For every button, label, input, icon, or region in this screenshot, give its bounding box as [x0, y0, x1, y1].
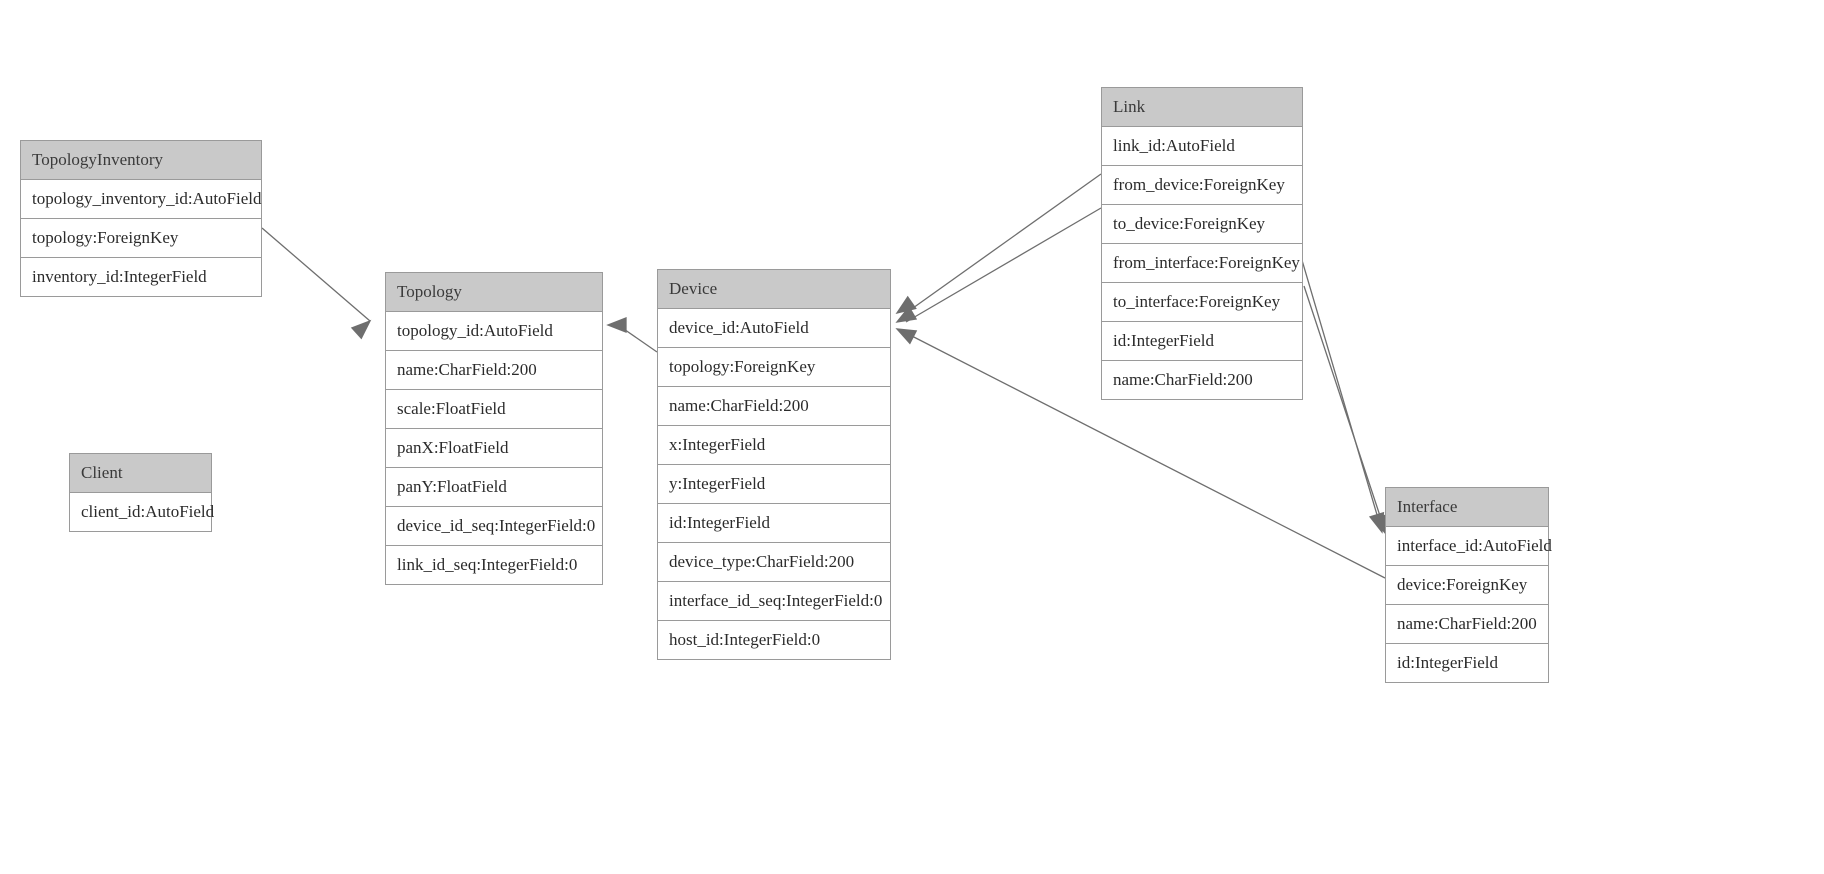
entity-client[interactable] — [69, 453, 215, 532]
edge-arrowhead — [894, 323, 916, 344]
entity-field: name:CharField:200 — [1386, 605, 1548, 644]
edge-arrowhead — [608, 318, 626, 332]
entity-field: interface_id:AutoField — [1386, 527, 1548, 566]
entity-topologyinventory[interactable] — [20, 140, 262, 297]
edge-device-to-topology — [618, 325, 657, 352]
entity-title: Client — [70, 454, 211, 493]
entity-field: id:IntegerField — [1102, 322, 1302, 361]
edge-link-to-interface — [1299, 250, 1380, 525]
entity-field: host_id:IntegerField:0 — [669, 630, 821, 649]
entity-field: panY:FloatField — [386, 468, 602, 507]
entity-field: scale:FloatField — [386, 390, 602, 429]
edge-arrowhead — [893, 297, 916, 319]
entity-title: Device — [658, 270, 890, 309]
entity-title: Link — [1102, 88, 1302, 127]
entity-field: interface_id_seq:IntegerField:0 — [658, 582, 890, 621]
entity-field: panX:FloatField — [386, 429, 602, 468]
entity-field: id:IntegerField — [1397, 653, 1499, 672]
entity-field: client_id:AutoField — [81, 502, 215, 521]
entity-field: topology:ForeignKey — [658, 348, 890, 387]
edge-arrowhead — [352, 316, 375, 338]
edge-link-to-device — [906, 174, 1101, 313]
entity-interface[interactable] — [1385, 487, 1552, 683]
entity-title: TopologyInventory — [21, 141, 261, 180]
entity-field: y:IntegerField — [658, 465, 890, 504]
entity-field: name:CharField:200 — [386, 351, 602, 390]
entity-field: name:CharField:200 — [1113, 370, 1253, 389]
entity-field: to_interface:ForeignKey — [1102, 283, 1302, 322]
entity-field: topology:ForeignKey — [21, 219, 261, 258]
entity-title: Interface — [1386, 488, 1548, 527]
edge-link-to-device — [906, 208, 1101, 322]
entity-field: device_id:AutoField — [658, 309, 890, 348]
edge-arrowhead — [894, 307, 917, 328]
entity-field: to_device:ForeignKey — [1102, 205, 1302, 244]
entity-link[interactable] — [1101, 87, 1303, 400]
entity-field: x:IntegerField — [658, 426, 890, 465]
entity-field: from_device:ForeignKey — [1102, 166, 1302, 205]
entity-field: name:CharField:200 — [658, 387, 890, 426]
entity-field: link_id_seq:IntegerField:0 — [397, 555, 578, 574]
entity-field: id:IntegerField — [658, 504, 890, 543]
entity-field: device_type:CharField:200 — [658, 543, 890, 582]
entity-field: device_id_seq:IntegerField:0 — [386, 507, 602, 546]
edge-topologyinventory-to-topology — [262, 228, 370, 321]
edge-link-to-interface — [1304, 286, 1384, 528]
entity-field: device:ForeignKey — [1386, 566, 1548, 605]
entity-title: Topology — [386, 273, 602, 312]
entity-field: link_id:AutoField — [1102, 127, 1302, 166]
entity-field: inventory_id:IntegerField — [32, 267, 207, 286]
entity-device[interactable] — [657, 269, 891, 660]
entity-field: from_interface:ForeignKey — [1102, 244, 1302, 283]
entity-field: topology_id:AutoField — [386, 312, 602, 351]
entity-topology[interactable] — [385, 272, 603, 585]
entity-field: topology_inventory_id:AutoField — [21, 180, 261, 219]
